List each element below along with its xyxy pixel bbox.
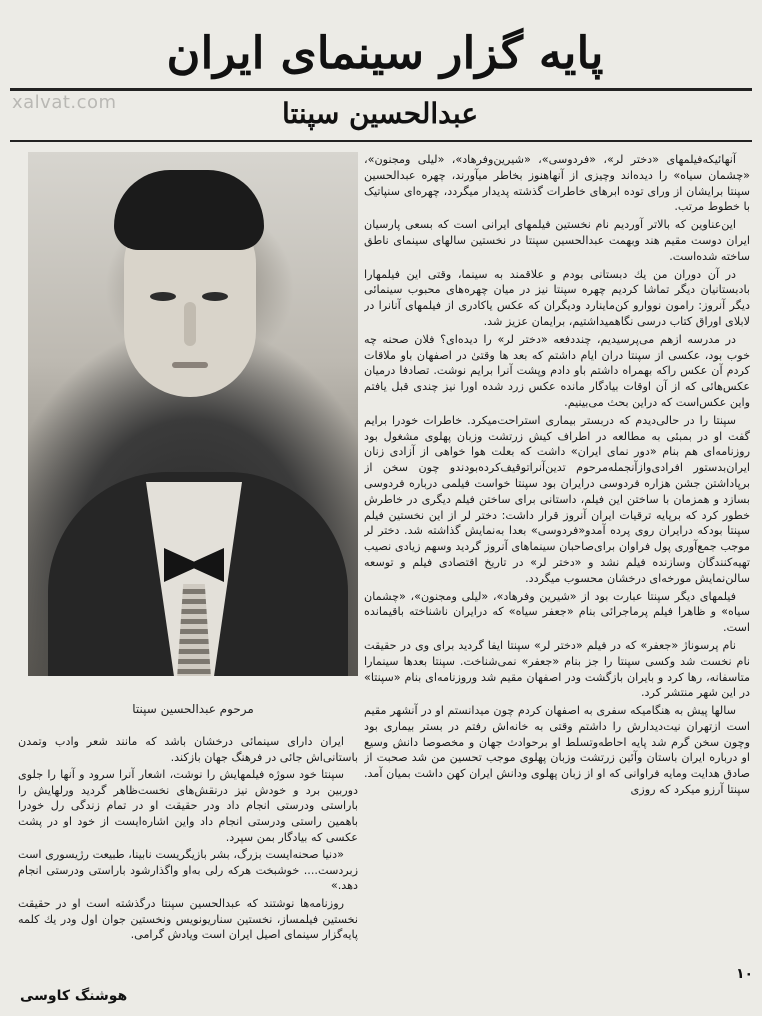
watermark: xalvat.com <box>12 92 117 113</box>
portrait-photo <box>28 152 358 676</box>
page-title: پایه گزار سینمای ایران <box>166 28 604 79</box>
article-paragraph: سالها پیش به هنگامیکه سفری به اصفهان کردم چون میدانستم او در آنشهر مقیم است ازتهران نیت‌دیدارش را داشتم وقتی به خانه‌اش رفتم در بستر بیماری بود وچون سخن گرم شد پایه احاطه‌وتسلط او برحوادث جهان و مخصوصا دانش وسیع او درباره ایران باستان وآئین زرتشت وزبان پهلوی موجب تحسین من شد صحبت از صادق هدایت ومایه فراوانی که او از زبان پهلوی ودانش ایران کهن داشت بمیان آمد. سپنتا آرزو میکرد که روزی <box>364 704 750 797</box>
article-paragraph: نام پرسوناژ «جعفر» که در فیلم «دختر لر» سپنتا ایفا گردید برای وی در حقیقت نام نخست شد وکسی سپنتا را جز بنام «جعفر» نمی‌شناخت. سپنتا بعدها سینمارا متاسفانه، رها کرد و بایران بازگشت ودر اصفهان مقیم شد وروزنامه‌ای بنام «سپنتا» در این شهر منتشر کرد. <box>364 638 750 700</box>
article-paragraph: آنهائیکه‌فیلمهای «دختر لر»، «فردوسی»، «شیرین‌وفرهاد»، «لیلی ومجنون»، «چشمان سیاه» را دیده‌اند وچیزی از آنهاهنوز بخاطر میآورند، چهره عبدالحسین سپنتا برایشان از ورای توده ابرهای خاطرات گذشته پدیدار میگردد، چهره‌ای سنپاتیک با خطوط مرتب. <box>364 153 750 214</box>
article-left-column <box>18 734 358 970</box>
author-name: هوشنگ کاوسی <box>20 988 128 1004</box>
article-paragraph: فیلمهای دیگر سپنتا عبارت بود از «شیرین وفرهاد»، «لیلی ومجنون»، «چشمان سیاه» و ظاهرا فیلم پرماجرائی بنام «جعفر سیاه» که درایران ناشناخته باقیمانده است. <box>364 589 750 635</box>
page-number: ۱۰ <box>736 966 754 982</box>
article-paragraph: سپنتا خود سوژه فیلمهایش را نوشت، اشعار آنرا سرود و آنها را جلوی دوربین برد و خودش نیز درنقش‌های نخست‌ظاهر گردید ورلهایش را باراستی ودرستی انجام داد ودر حقیقت او در تمام زندگی رل خودرا باهمین راستی ودرستی انجام داد واین اشاره‌ایست از خود او در پشت عکسی که بیادگار بمن سپرد. <box>18 768 358 844</box>
article-paragraph: سپنتا را در حالی‌دیدم که دربستر بیماری استراحت‌میکرد. خاطرات خودرا برایم گفت او در بمبئی به مطالعه در اطراف کیش زرتشت وزبان پهلوی مشغول بود روزنامه‌ای هم بنام «دور نمای ایران» داشت که بعلت هوا خواهی از آزادی زنان ایران‌بدستور افرادی‌وازآنجمله‌مرحوم تدین‌آنراتوقیف‌کرده‌بودند‌و چون سخن از برپاداشتن جشن هزاره فردوسی درایران بود سپنتا خواست فیلمی درباره فردوسی بسازد و همزمان با ساختن این فیلم، داستانی برای ساختن فیلم دیگری در خاطرش خطور کرد که برپایه ترقیات ایران آنروز قرار داشت: دختر لر از این نخستین فیلم سپنتا بودکه درایران روی پرده آمدو«فردوسی» بعدا به‌نمایش گذاشته شد. دختر لر موجب جمع‌آوری پول فراوان برای‌صاحبان سینماهای آنروز گردید وسهم زیادی نصیب تهیه‌کنندگان وسازنده فیلم نشد و «دختر لر» در تاریخ اقتصادی فیلم و توسعه سالن‌نمایش مورخه‌ای درخشان محسوب میگردد. <box>364 413 750 585</box>
article-paragraph: «دنیا صحنه‌ایست بزرگ، بشر بازیگریست نابینا، طبیعت رژیسوری است زبردست.... خوشبخت هرکه رلی به‌او واگذارشود باراستی ودرستی انجام دهد.» <box>18 848 358 893</box>
photo-nose <box>184 302 196 346</box>
photo-caption: مرحوم عبدالحسین سپنتا <box>132 702 254 716</box>
article-paragraph: ایران دارای سینمائی درخشان باشد که مانند شعر وادب وتمدن باستانی‌اش جائی در فرهنگ جهان بازکند. <box>18 735 358 764</box>
photo-hair <box>114 170 264 250</box>
article-right-column <box>364 152 750 1012</box>
photo-eye-right <box>202 292 228 301</box>
photo-eye-left <box>150 292 176 301</box>
article-paragraph: این‌عناوین که بالاتر آوردیم نام نخستین فیلمهای ایرانی است که بسعی پارسیان ایران دوست مقیم هند وبهمت عبدالحسین سپنتا در نخستین سالهای سینمای ناطق ساخته شده‌است. <box>364 218 750 263</box>
article-paragraph: در آن دوران من یك دبستانی بودم و علاقمند به سینما، وقتی این فیلمهارا بادبستانیان دیگر تماشا کردیم چهره سپنتا نیز در میان چهره‌های محبوب سینمائی دیگر آنروز: رامون نووارو کن‌ماینارد ودیگران که عکس یاکادری از فیلمهای آنانرا در لابلای اوراق کتاب درسی نگاهمیداشتیم، برایمان عزیز شد. <box>364 267 750 328</box>
article-paragraph: در مدرسه ازهم می‌پرسیدیم، چنددفعه «دختر لر» را دیده‌ای؟ فلان صحنه چه خوب بود، عکسی از سپنتا دران ایام داشتم که بعد ها وقتیٰ در اصفهان باو ملاقات کردم آن عکس راکه بهمراه داشتم باو دادم وپشت آنرا برایم نوشت. تصادفا درمیان عکس‌هائی که از آن اوقات بیادگار مانده عکس زرد شده اورا نیز چندی قبل یافتم واین عکس‌است که دراین بحث می‌بینیم. <box>364 332 750 409</box>
title-divider <box>10 88 752 91</box>
photo-mouth <box>172 362 208 368</box>
subtitle-divider <box>10 140 752 142</box>
article-paragraph: روزنامه‌ها نوشتند که عبدالحسین سپنتا درگذشته است او در حقیقت نخستین فیلمساز، نخستین سناریونویس ونخستین جوان اول ودر یك کلمه پایه‌گزار سینمای اصیل ایران است ویادش گرامی. <box>18 896 358 942</box>
page-subtitle: عبدالحسین سپنتا <box>281 97 479 130</box>
